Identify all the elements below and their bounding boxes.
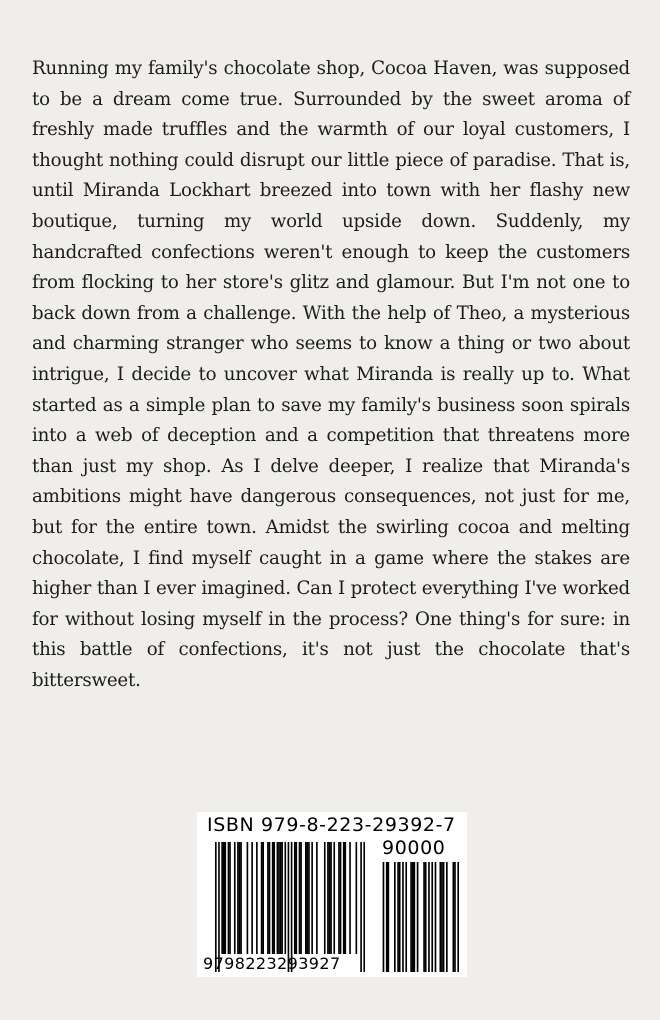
barcode-bar xyxy=(223,842,225,954)
barcode-bar xyxy=(218,842,220,972)
barcode-bar xyxy=(224,842,226,954)
barcode-bar xyxy=(399,862,401,972)
barcode-bar xyxy=(239,842,241,954)
barcode-bar xyxy=(356,842,358,954)
barcode-bar xyxy=(228,842,230,954)
barcode-bar xyxy=(446,862,448,972)
barcode-bar xyxy=(296,842,298,954)
barcode-bar xyxy=(386,862,388,972)
barcode-bar xyxy=(324,842,326,954)
isbn-barcode-box xyxy=(197,812,467,977)
barcode-bar xyxy=(288,842,290,972)
barcode-bar xyxy=(277,842,279,954)
barcode-bar xyxy=(360,842,362,972)
barcode-bar xyxy=(340,842,342,954)
addon-barcode-bars xyxy=(381,862,459,972)
barcode-bar xyxy=(423,862,425,972)
barcode-bar xyxy=(425,862,427,972)
barcode-bar xyxy=(443,862,445,972)
barcode-bar xyxy=(280,842,282,954)
barcode-bar xyxy=(388,862,390,972)
barcode-bar xyxy=(247,842,249,954)
barcode-bar xyxy=(234,842,236,954)
barcode-bar xyxy=(333,842,335,954)
barcode-bar xyxy=(316,842,318,954)
barcode-bar xyxy=(417,862,419,972)
barcode-bar xyxy=(256,842,258,954)
barcode-bar xyxy=(412,862,414,972)
barcode-bar xyxy=(237,842,239,954)
barcode-bar xyxy=(262,842,264,954)
barcode-bar xyxy=(441,862,443,972)
barcode-bar xyxy=(215,842,217,972)
ean13-barcode-bars xyxy=(215,842,365,972)
barcode-bar xyxy=(457,862,459,972)
barcode-bar xyxy=(344,842,346,954)
barcode-bar xyxy=(273,842,275,954)
barcode-bar xyxy=(291,842,293,972)
barcode-bar xyxy=(284,842,286,954)
barcode-bar xyxy=(453,862,455,972)
ean13-digits: 9798223293927 xyxy=(203,954,341,973)
barcode-bar xyxy=(410,862,412,972)
isbn-label: ISBN 979-8-223-29392-7 xyxy=(207,814,456,836)
barcode-bar xyxy=(338,842,340,954)
barcode-bar xyxy=(405,862,407,972)
barcode-bar xyxy=(269,842,271,954)
barcode-bar xyxy=(311,842,313,954)
barcode-bar xyxy=(394,862,396,972)
price-addon-code: 90000 xyxy=(382,837,446,859)
barcode-bar xyxy=(431,862,433,972)
barcode-bar xyxy=(397,862,399,972)
barcode-bar xyxy=(349,842,351,954)
barcode-bar xyxy=(327,842,329,954)
barcode-bar xyxy=(261,842,263,954)
barcode-bar xyxy=(267,842,269,954)
barcode-bar xyxy=(251,842,253,954)
barcode-bar xyxy=(330,842,332,954)
barcode-bar xyxy=(454,862,456,972)
barcode-bar xyxy=(363,842,365,972)
barcode-bar xyxy=(229,842,231,954)
barcode-bar xyxy=(305,842,307,954)
barcode-bar xyxy=(329,842,331,954)
barcode-bar xyxy=(435,862,437,972)
barcode-bar xyxy=(240,842,242,954)
barcode-bar xyxy=(221,842,223,954)
barcode-bar xyxy=(294,842,296,954)
barcode-bar xyxy=(440,862,442,972)
book-blurb: Running my family's chocolate shop, Cocoa Haven, was supposed to be a dream come true. Surrounded by the sweet aroma of freshly made truffles and the warmth of our loyal customers, I thought nothing could disrupt our little piece of paradise. That is, until Miranda Lockhart breezed into town with her flashy new boutique, turning my world upside down. Suddenly, my handcrafted confections weren't enough to keep the customers from flocking to her store's glitz and glamour. But I'm not one to back down from a challenge. With the help of Theo, a mysterious and charming stranger who seems to know a thing or two about intrigue, I decide to uncover what Miranda is really up to. What started as a simple plan to save my family's business soon spirals into a web of deception and a competition that threatens more than just my shop. As I delve deeper, I realize that Miranda's ambitions might have dangerous consequences, not just for me, but for the entire town. Amidst the swirling cocoa and melting chocolate, I find myself caught in a game where the stakes are higher than I ever imagined. Can I protect everything I've worked for without losing myself in the process? One thing's for sure: in this battle of confections, it's not just the chocolate that's bittersweet. xyxy=(32,58,630,691)
barcode-bar xyxy=(414,862,416,972)
barcode-bar xyxy=(281,842,283,954)
barcode-bar xyxy=(300,842,302,954)
barcode-bar xyxy=(308,842,310,954)
barcode-bar xyxy=(307,842,309,954)
barcode-bar xyxy=(383,862,385,972)
barcode-bar xyxy=(278,842,280,954)
barcode-bar xyxy=(343,842,345,954)
barcode-bar xyxy=(428,862,430,972)
barcode-bar xyxy=(299,842,301,954)
barcode-bar xyxy=(272,842,274,954)
barcode-bar xyxy=(402,862,404,972)
